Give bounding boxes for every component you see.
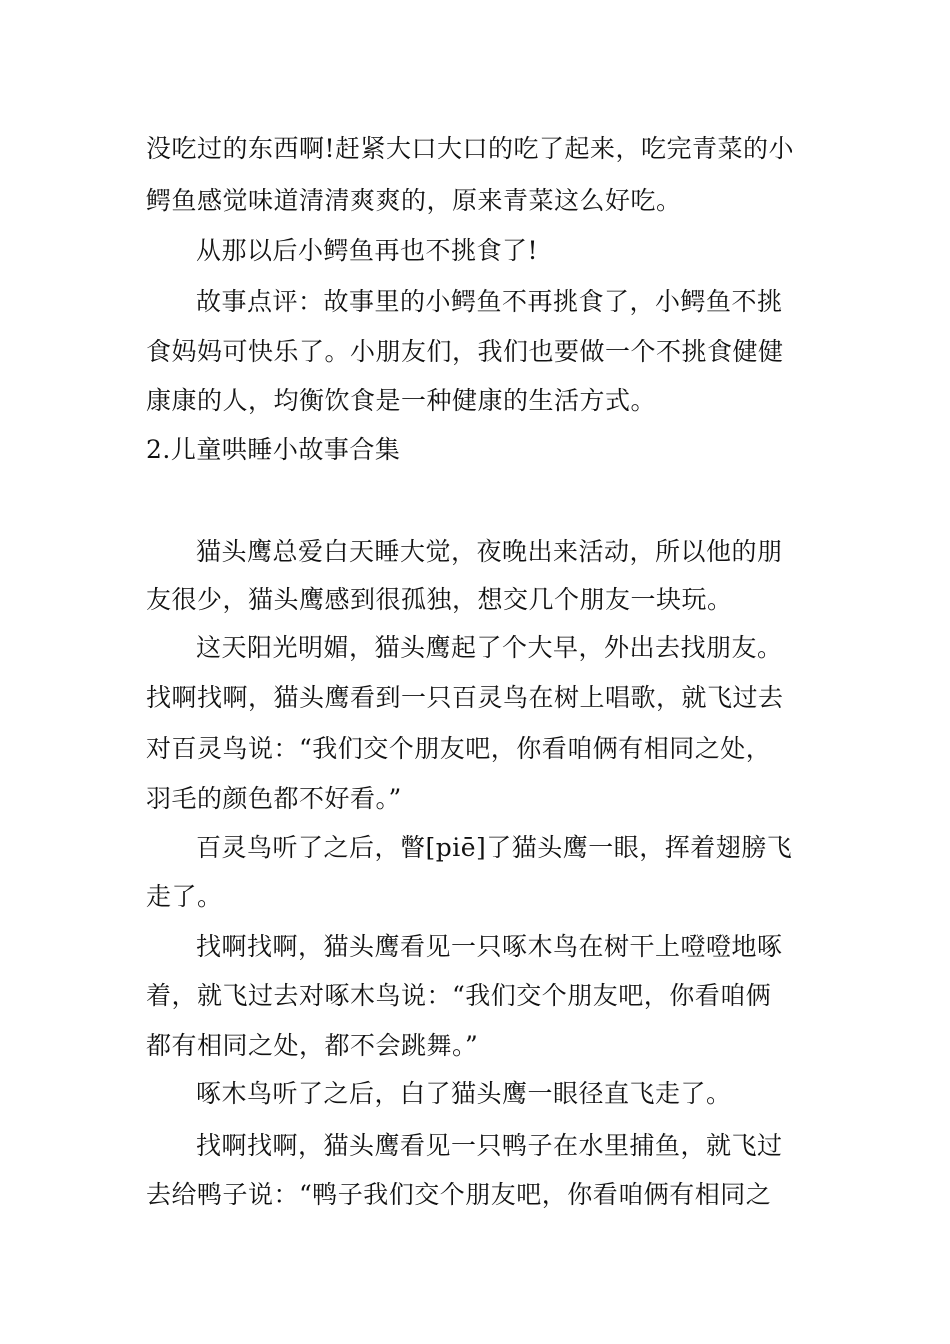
text-line: 从那以后小鳄鱼再也不挑食了! [196,236,539,265]
text-line: 康康的人，均衡饮食是一种健康的生活方式。 [146,386,657,415]
text-line: 羽毛的颜色都不好看。” [146,784,402,813]
text-line: 这天阳光明媚，猫头鹰起了个大早，外出去找朋友。 [196,633,783,662]
text-line: 友很少，猫头鹰感到很孤独，想交几个朋友一块玩。 [146,585,733,614]
text-line: 没吃过的东西啊!赶紧大口大口的吃了起来，吃完青菜的小 [146,134,795,163]
text-line: 猫头鹰总爱白天睡大觉，夜晚出来活动，所以他的朋 [196,537,783,566]
text-line: 都有相同之处，都不会跳舞。” [146,1031,479,1060]
text-line: 走了。 [146,882,223,911]
text-line: 去给鸭子说：“鸭子我们交个朋友吧，你看咱俩有相同之 [146,1180,772,1209]
text-line: 找啊找啊，猫头鹰看到一只百灵鸟在树上唱歌，就飞过去 [146,683,784,712]
text-line: 啄木鸟听了之后，白了猫头鹰一眼径直飞走了。 [196,1079,732,1108]
text-line: 故事点评：故事里的小鳄鱼不再挑食了，小鳄鱼不挑 [196,287,783,316]
text-line: 鳄鱼感觉味道清清爽爽的，原来青菜这么好吃。 [146,186,682,215]
text-line: 对百灵鸟说：“我们交个朋友吧，你看咱俩有相同之处， [146,734,772,763]
section-heading: 2.儿童哄睡小故事合集 [146,435,401,464]
text-line: 找啊找啊，猫头鹰看见一只啄木鸟在树干上噔噔地啄 [196,932,783,961]
text-line: 找啊找啊，猫头鹰看见一只鸭子在水里捕鱼，就飞过 [196,1131,783,1160]
text-line: 百灵鸟听了之后，瞥[piē]了猫头鹰一眼，挥着翅膀飞 [196,833,793,862]
text-line: 食妈妈可快乐了。小朋友们，我们也要做一个不挑食健健 [146,337,784,366]
text-line: 着，就飞过去对啄木鸟说：“我们交个朋友吧，你看咱俩 [146,981,772,1010]
